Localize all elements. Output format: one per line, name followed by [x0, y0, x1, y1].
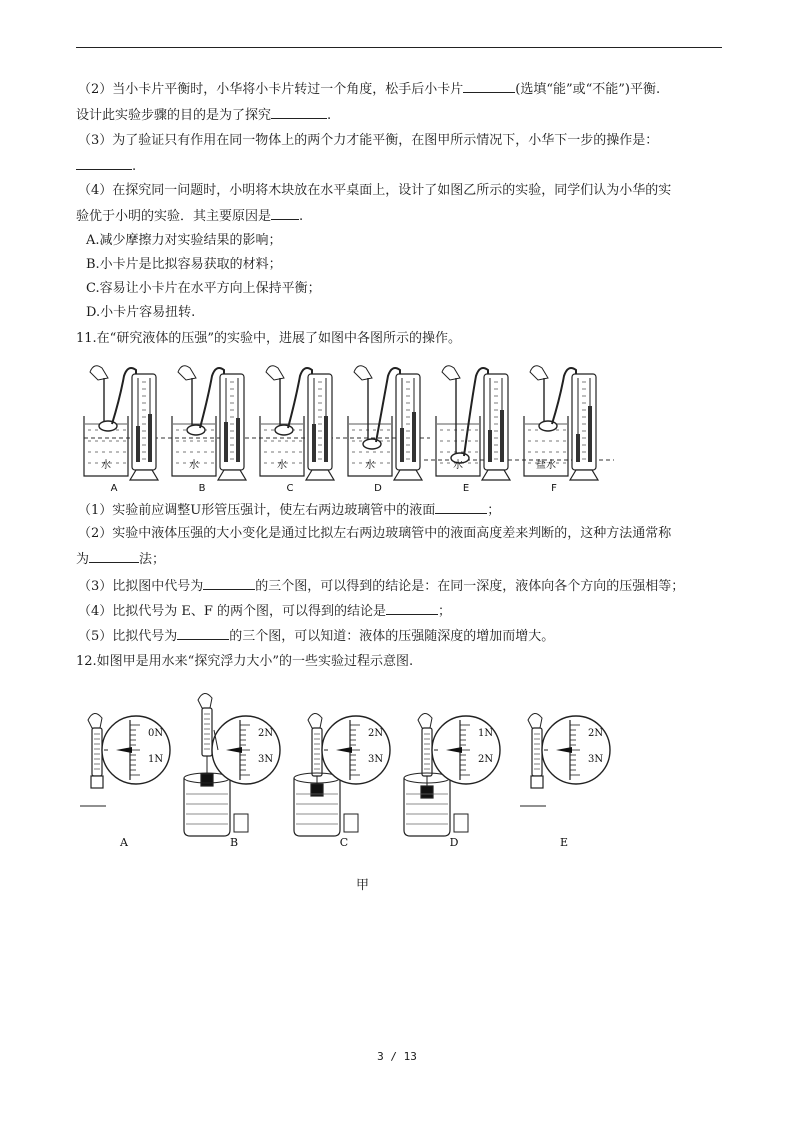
answer-blank[interactable] — [177, 627, 229, 640]
figure-caption: 甲 — [356, 878, 370, 893]
spring-scale-panels — [80, 693, 610, 849]
liquid-column-right — [588, 406, 592, 462]
scale-mark-label: 1N — [478, 728, 494, 739]
answer-blank[interactable] — [76, 157, 132, 170]
q10-part2-line2: 设计此实验步骤的目的是为了探究 . — [76, 108, 332, 123]
liquid-pressure-figure — [74, 358, 614, 498]
hand-icon — [90, 366, 108, 380]
u-tube-frame — [220, 374, 244, 470]
q10-part2-line1: （2）当小卡片平衡时，小华将小卡片转过一个角度，松手后小卡片 (选填“能”或“不能”)平衡. — [78, 82, 661, 97]
liquid-label: 水 — [453, 460, 463, 471]
hand-icon — [528, 713, 542, 728]
panel-label: D — [449, 836, 459, 849]
hand-icon — [178, 366, 196, 380]
panel-label: D — [374, 483, 382, 494]
hand-icon — [530, 366, 548, 380]
q10-part4-line1: （4）在探究同一问题时，小明将木块放在水平桌面上，设计了如图乙所示的实验，同学们认为小华的实 — [78, 183, 672, 198]
hand-icon — [418, 713, 432, 728]
probe-head — [363, 439, 381, 449]
scale-panel — [294, 713, 390, 849]
scale-mark-label: 2N — [368, 728, 384, 739]
scale-panel — [184, 693, 280, 849]
panel-label: E — [462, 483, 470, 494]
panel-label: C — [339, 836, 349, 849]
liquid-column-right — [236, 418, 240, 462]
u-tube-frame — [572, 374, 596, 470]
hand-icon — [198, 693, 212, 708]
q11-part2-line1: （2）实验中液体压强的大小变化是通过比拟左右两边玻璃管中的液面高度差来判断的，这种方法通常称 — [78, 526, 672, 541]
panel-label: B — [229, 836, 239, 849]
q10-part3-line1: （3）为了验证只有作用在同一物体上的两个力才能平衡，在图甲所示情况下，小华下一步的操作是： — [78, 133, 659, 148]
probe-head — [99, 421, 117, 431]
answer-blank[interactable] — [386, 602, 438, 615]
pressure-panel — [84, 366, 158, 494]
hand-icon — [266, 366, 284, 380]
probe-head — [187, 425, 205, 435]
panel-label: C — [286, 483, 294, 494]
liquid-label: 水 — [189, 460, 199, 471]
liquid-column-left — [400, 428, 404, 462]
hand-icon — [88, 713, 102, 728]
pressure-panels — [84, 366, 614, 494]
pressure-panel — [524, 366, 598, 494]
liquid-column-left — [136, 426, 140, 462]
metal-block — [531, 776, 543, 788]
metal-block — [421, 786, 433, 798]
scale-panel — [404, 713, 500, 849]
pressure-panel — [436, 366, 510, 494]
metal-block — [91, 776, 103, 788]
u-tube-frame — [396, 374, 420, 470]
q10-option-d: D.小卡片容易扭转. — [86, 305, 196, 320]
probe-head — [275, 425, 293, 435]
answer-blank[interactable] — [89, 550, 139, 563]
panel-label: B — [198, 483, 206, 494]
q10-option-c: C.容易让小卡片在水平方向上保持平衡； — [86, 281, 321, 296]
scale-mark-label: 2N — [258, 728, 274, 739]
u-tube-frame — [484, 374, 508, 470]
pressure-panel — [260, 366, 334, 494]
pressure-panel — [348, 366, 422, 494]
stand-base — [394, 470, 422, 480]
q11-part2-line2: 为 法； — [76, 552, 166, 567]
panel-label: A — [110, 483, 118, 494]
pressure-panel — [172, 366, 246, 494]
stand-base — [570, 470, 598, 480]
liquid-label: 盐水 — [536, 460, 556, 471]
liquid-column-right — [324, 416, 328, 462]
hand-icon — [354, 366, 372, 380]
liquid-label: 水 — [101, 460, 111, 471]
q10-part3-line2: . — [76, 157, 136, 175]
answer-blank[interactable] — [435, 501, 487, 514]
u-tube-frame — [132, 374, 156, 470]
page-number: 3 / 13 — [377, 1050, 417, 1063]
answer-blank[interactable] — [271, 106, 327, 119]
q10-part4-line2: 验优于小明的实验．其主要原因是 . — [76, 209, 304, 224]
panel-label: F — [551, 483, 557, 494]
probe-head — [539, 421, 557, 431]
small-cup — [344, 814, 358, 832]
liquid-column-left — [312, 424, 316, 462]
liquid-column-left — [224, 422, 228, 462]
q11-part3: （3）比拟图中代号为 的三个图，可以得到的结论是：在同一深度，液体向各个方向的压强相等； — [78, 579, 685, 594]
liquid-column-right — [412, 412, 416, 462]
answer-blank[interactable] — [463, 80, 515, 93]
scale-mark-label: 3N — [368, 754, 384, 765]
answer-blank[interactable] — [203, 577, 255, 590]
scale-mark-label: 3N — [258, 754, 274, 765]
hand-icon — [308, 713, 322, 728]
buoyancy-figure — [76, 690, 636, 855]
stand-base — [482, 470, 510, 480]
liquid-column-left — [488, 430, 492, 462]
small-cup — [454, 814, 468, 832]
q11-part1: （1）实验前应调整U形管压强计，使左右两边玻璃管中的液面 ； — [78, 503, 501, 518]
q10-option-b: B.小卡片是比拟容易获取的材料； — [86, 257, 282, 272]
panel-label: E — [559, 836, 569, 849]
stand-base — [218, 470, 246, 480]
u-tube-frame — [308, 374, 332, 470]
scale-mark-label: 0N — [148, 728, 164, 739]
q11-part5: （5）比拟代号为 的三个图，可以知道：液体的压强随深度的增加而增大。 — [78, 629, 555, 644]
liquid-column-right — [148, 414, 152, 462]
liquid-label: 水 — [277, 460, 287, 471]
beaker — [184, 778, 230, 836]
q10-option-a: A.减少摩擦力对实验结果的影响； — [86, 233, 282, 248]
q12-title: 12.如图甲是用水来“探究浮力大小”的一些实验过程示意图. — [76, 654, 414, 669]
metal-block — [201, 774, 213, 786]
liquid-label: 水 — [365, 460, 375, 471]
liquid-column-left — [576, 434, 580, 462]
small-cup — [234, 814, 248, 832]
answer-blank[interactable] — [271, 207, 299, 220]
panel-label: A — [120, 836, 128, 849]
stand-base — [306, 470, 334, 480]
liquid-column-right — [500, 410, 504, 462]
scale-mark-label: 2N — [588, 728, 604, 739]
hand-icon — [442, 366, 460, 380]
scale-mark-label: 2N — [478, 754, 494, 765]
scale-mark-label: 1N — [148, 754, 164, 765]
stand-base — [130, 470, 158, 480]
header-rule — [76, 47, 722, 48]
scale-mark-label: 3N — [588, 754, 604, 765]
scale-panel — [520, 713, 610, 849]
scale-panel — [80, 713, 170, 849]
q11-part4: （4）比拟代号为 E、F 的两个图，可以得到的结论是 ； — [78, 604, 452, 619]
q11-title: 11.在“研究液体的压强”的实验中，进展了如图中各图所示的操作。 — [76, 331, 461, 346]
